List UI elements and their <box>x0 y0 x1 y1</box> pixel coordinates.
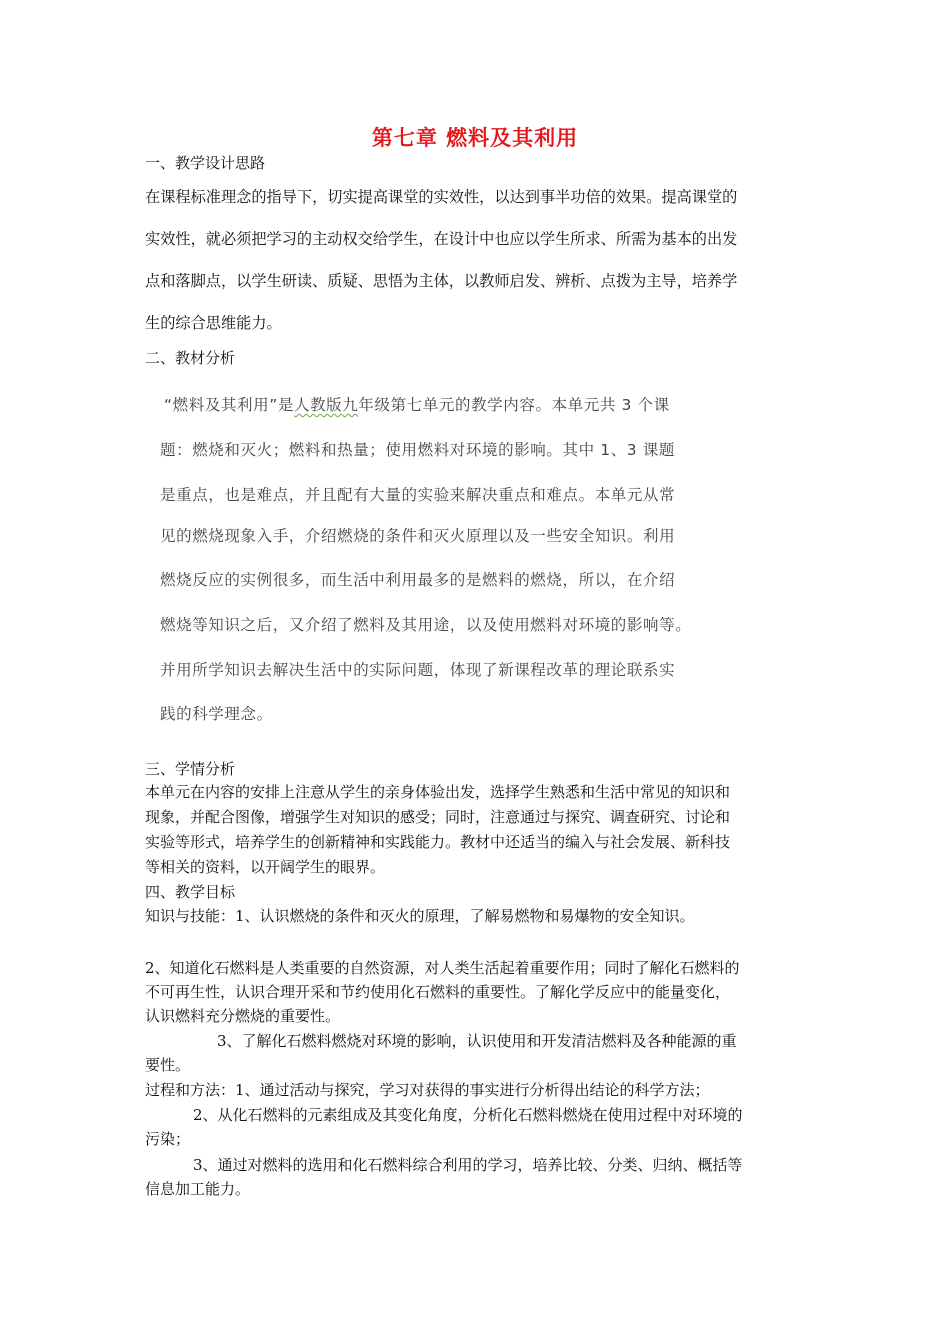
section-heading-materials: 二、教材分析 <box>145 349 236 367</box>
paragraph-line: 生的综合思维能力。 <box>145 314 282 332</box>
document-title: 第七章 燃料及其利用 <box>371 125 579 150</box>
paragraph-line: 不可再生性，认识合理开采和节约使用化石燃料的重要性。了解化学反应中的能量变化， <box>145 983 731 1001</box>
section-heading-objectives: 四、教学目标 <box>145 883 236 901</box>
paragraph-line: 是重点，也是难点，并且配有大量的实验来解决重点和难点。本单元从常 <box>160 486 676 504</box>
spellcheck-marked-text: 人教版九 <box>293 396 359 414</box>
paragraph-line: 3、通过对燃料的选用和化石燃料综合利用的学习，培养比较、分类、归纳、概括等 <box>193 1156 743 1174</box>
paragraph-line: 实效性，就必须把学习的主动权交给学生，在设计中也应以学生所求、所需为基本的出发 <box>145 230 738 248</box>
paragraph-line: 信息加工能力。 <box>145 1180 251 1198</box>
paragraph-line <box>164 393 764 415</box>
paragraph-line: 知识与技能：1、认识燃烧的条件和灭火的原理，了解易燃物和易爆物的安全知识。 <box>145 907 695 925</box>
paragraph-line: 过程和方法：1、通过活动与探究，学习对获得的事实进行分析得出结论的科学方法； <box>145 1081 710 1099</box>
paragraph-line: 践的科学理念。 <box>160 705 273 723</box>
section-heading-design: 一、教学设计思路 <box>145 154 266 172</box>
line-text: “燃料及其利用”是 <box>164 396 294 414</box>
paragraph-line: 要性。 <box>145 1056 191 1074</box>
paragraph-line: 实验等形式，培养学生的创新精神和实践能力。教材中还适当的编入与社会发展、新科技 <box>145 833 731 851</box>
paragraph-line: 等相关的资料，以开阔学生的眼界。 <box>145 858 386 876</box>
paragraph-line: 燃烧等知识之后，又介绍了燃料及其用途，以及使用燃料对环境的影响等。 <box>160 616 692 634</box>
paragraph-line: 题：燃烧和灭火；燃料和热量；使用燃料对环境的影响。其中 1、3 课题 <box>160 441 675 459</box>
paragraph-line: 认识燃料充分燃烧的重要性。 <box>145 1007 341 1025</box>
paragraph-line: 2、知道化石燃料是人类重要的自然资源，对人类生活起着重要作用；同时了解化石燃料的 <box>145 959 740 977</box>
paragraph-line: 见的燃烧现象入手，介绍燃烧的条件和灭火原理以及一些安全知识。利用 <box>160 527 676 545</box>
line-text: 年级第七单元的教学内容。本单元共 3 个课 <box>358 396 670 414</box>
paragraph-line: 污染； <box>145 1130 191 1148</box>
section-heading-students: 三、学情分析 <box>145 760 236 778</box>
paragraph-line: 2、从化石燃料的元素组成及其变化角度，分析化石燃料燃烧在使用过程中对环境的 <box>193 1106 743 1124</box>
paragraph-line: 现象，并配合图像，增强学生对知识的感受；同时，注意通过与探究、调查研究、讨论和 <box>145 808 731 826</box>
paragraph-line: 在课程标准理念的指导下，切实提高课堂的实效性，以达到事半功倍的效果。提高课堂的 <box>145 188 738 206</box>
paragraph-line: 并用所学知识去解决生活中的实际问题，体现了新课程改革的理论联系实 <box>160 661 676 679</box>
paragraph-line: 本单元在内容的安排上注意从学生的亲身体验出发，选择学生熟悉和生活中常见的知识和 <box>145 783 731 801</box>
paragraph-line: 3、了解化石燃料燃烧对环境的影响，认识使用和开发清洁燃料及各种能源的重 <box>217 1032 737 1050</box>
paragraph-line: 点和落脚点，以学生研读、质疑、思悟为主体，以教师启发、辨析、点拨为主导，培养学 <box>145 272 738 290</box>
paragraph-line: 燃烧反应的实例很多，而生活中利用最多的是燃料的燃烧，所以，在介绍 <box>160 571 676 589</box>
